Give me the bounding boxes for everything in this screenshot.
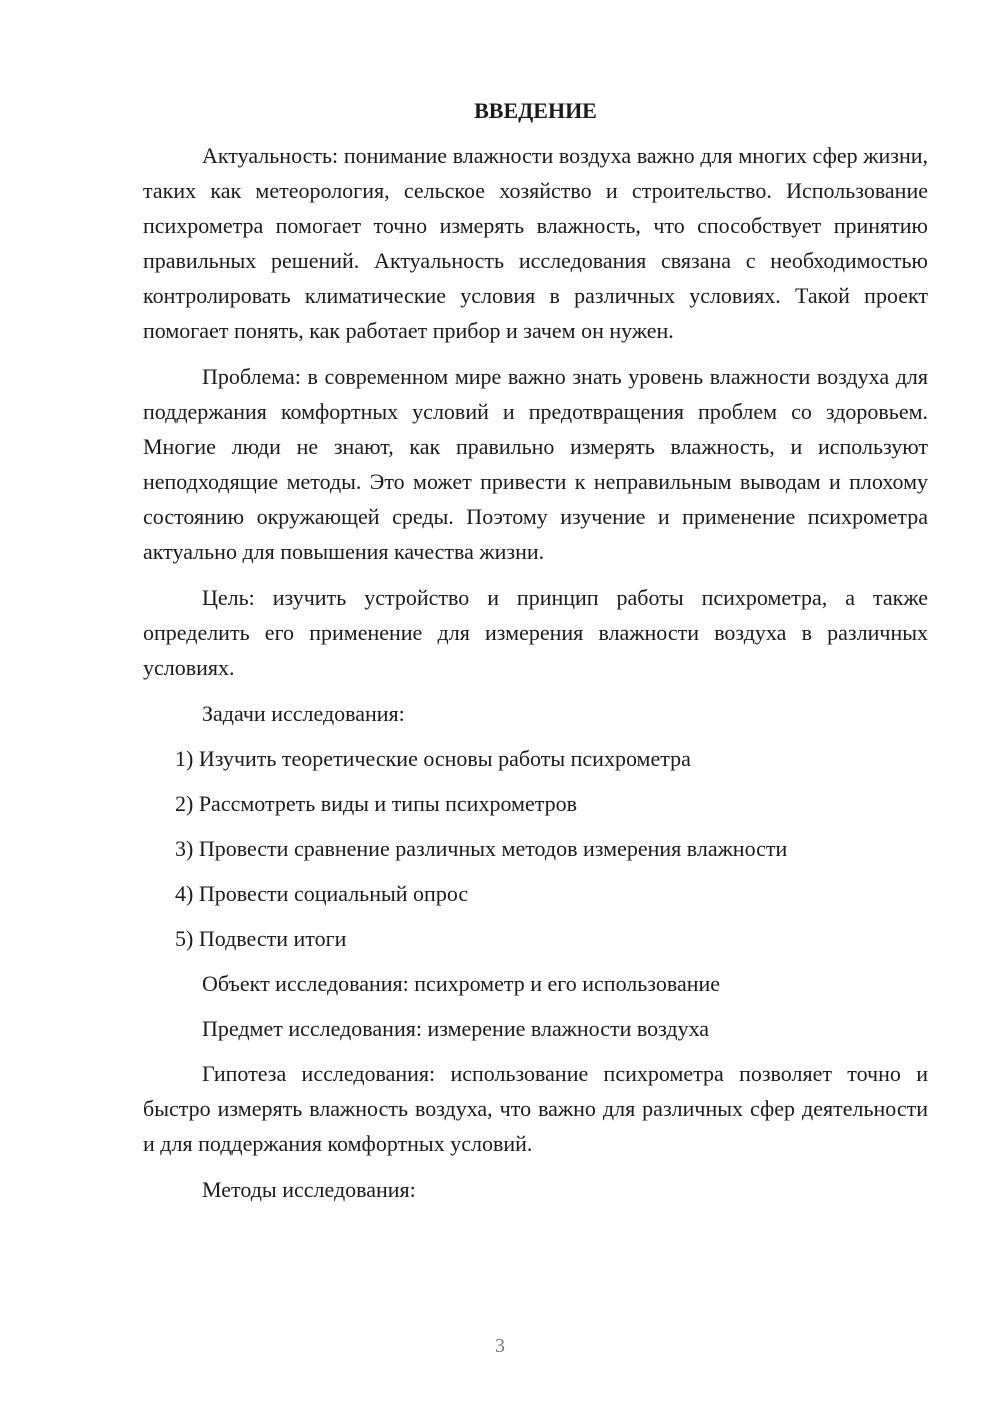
list-item: 4) Провести социальный опрос	[175, 881, 469, 906]
list-item: 5) Подвести итоги	[175, 926, 347, 951]
page-content	[143, 96, 928, 1217]
tasks-heading: Задачи исследования:	[202, 701, 405, 726]
list-item: 2) Рассмотреть виды и типы психрометров	[175, 791, 577, 816]
paragraph-hypothesis: Гипотеза исследования: использование психрометра позволяет точно и быстро измерять влажность воздуха, что важно для различных сфер деятельности и для поддержания комфортных условий.	[143, 1061, 928, 1156]
paragraph-problem: Проблема: в современном мире важно знать уровень влажности воздуха для поддержания комфортных условий и предотвращения проблем со здоровьем. Многие люди не знают, как правильно измерять влажность, и используют неподходящие методы. Это может привести к неправильным выводам и плохому состоянию окружающей среды. Поэтому изучение и применение психрометра актуально для повышения качества жизни.	[143, 364, 928, 564]
page-number: 3	[495, 1335, 505, 1357]
paragraph-object: Объект исследования: психрометр и его использование	[202, 971, 721, 996]
paragraph-subject: Предмет исследования: измерение влажности воздуха	[202, 1016, 710, 1041]
methods-heading: Методы исследования:	[202, 1177, 416, 1202]
list-item: 1) Изучить теоретические основы работы психрометра	[175, 746, 691, 771]
paragraph-goal: Цель: изучить устройство и принцип работы психрометра, а также определить его применение для измерения влажности воздуха в различных условиях.	[143, 585, 928, 680]
page-title: ВВЕДЕНИЕ	[474, 98, 597, 123]
list-item: 3) Провести сравнение различных методов измерения влажности	[175, 836, 788, 861]
tasks-list	[143, 741, 928, 956]
paragraph-relevance: Актуальность: понимание влажности воздуха важно для многих сфер жизни, таких как метеорология, сельское хозяйство и строительство. Использование психрометра помогает точно измерять влажность, что способствует принятию правильных решений. Актуальность исследования связана с необходимостью контролировать климатические условия в различных условиях. Такой проект помогает понять, как работает прибор и зачем он нужен.	[143, 143, 928, 343]
